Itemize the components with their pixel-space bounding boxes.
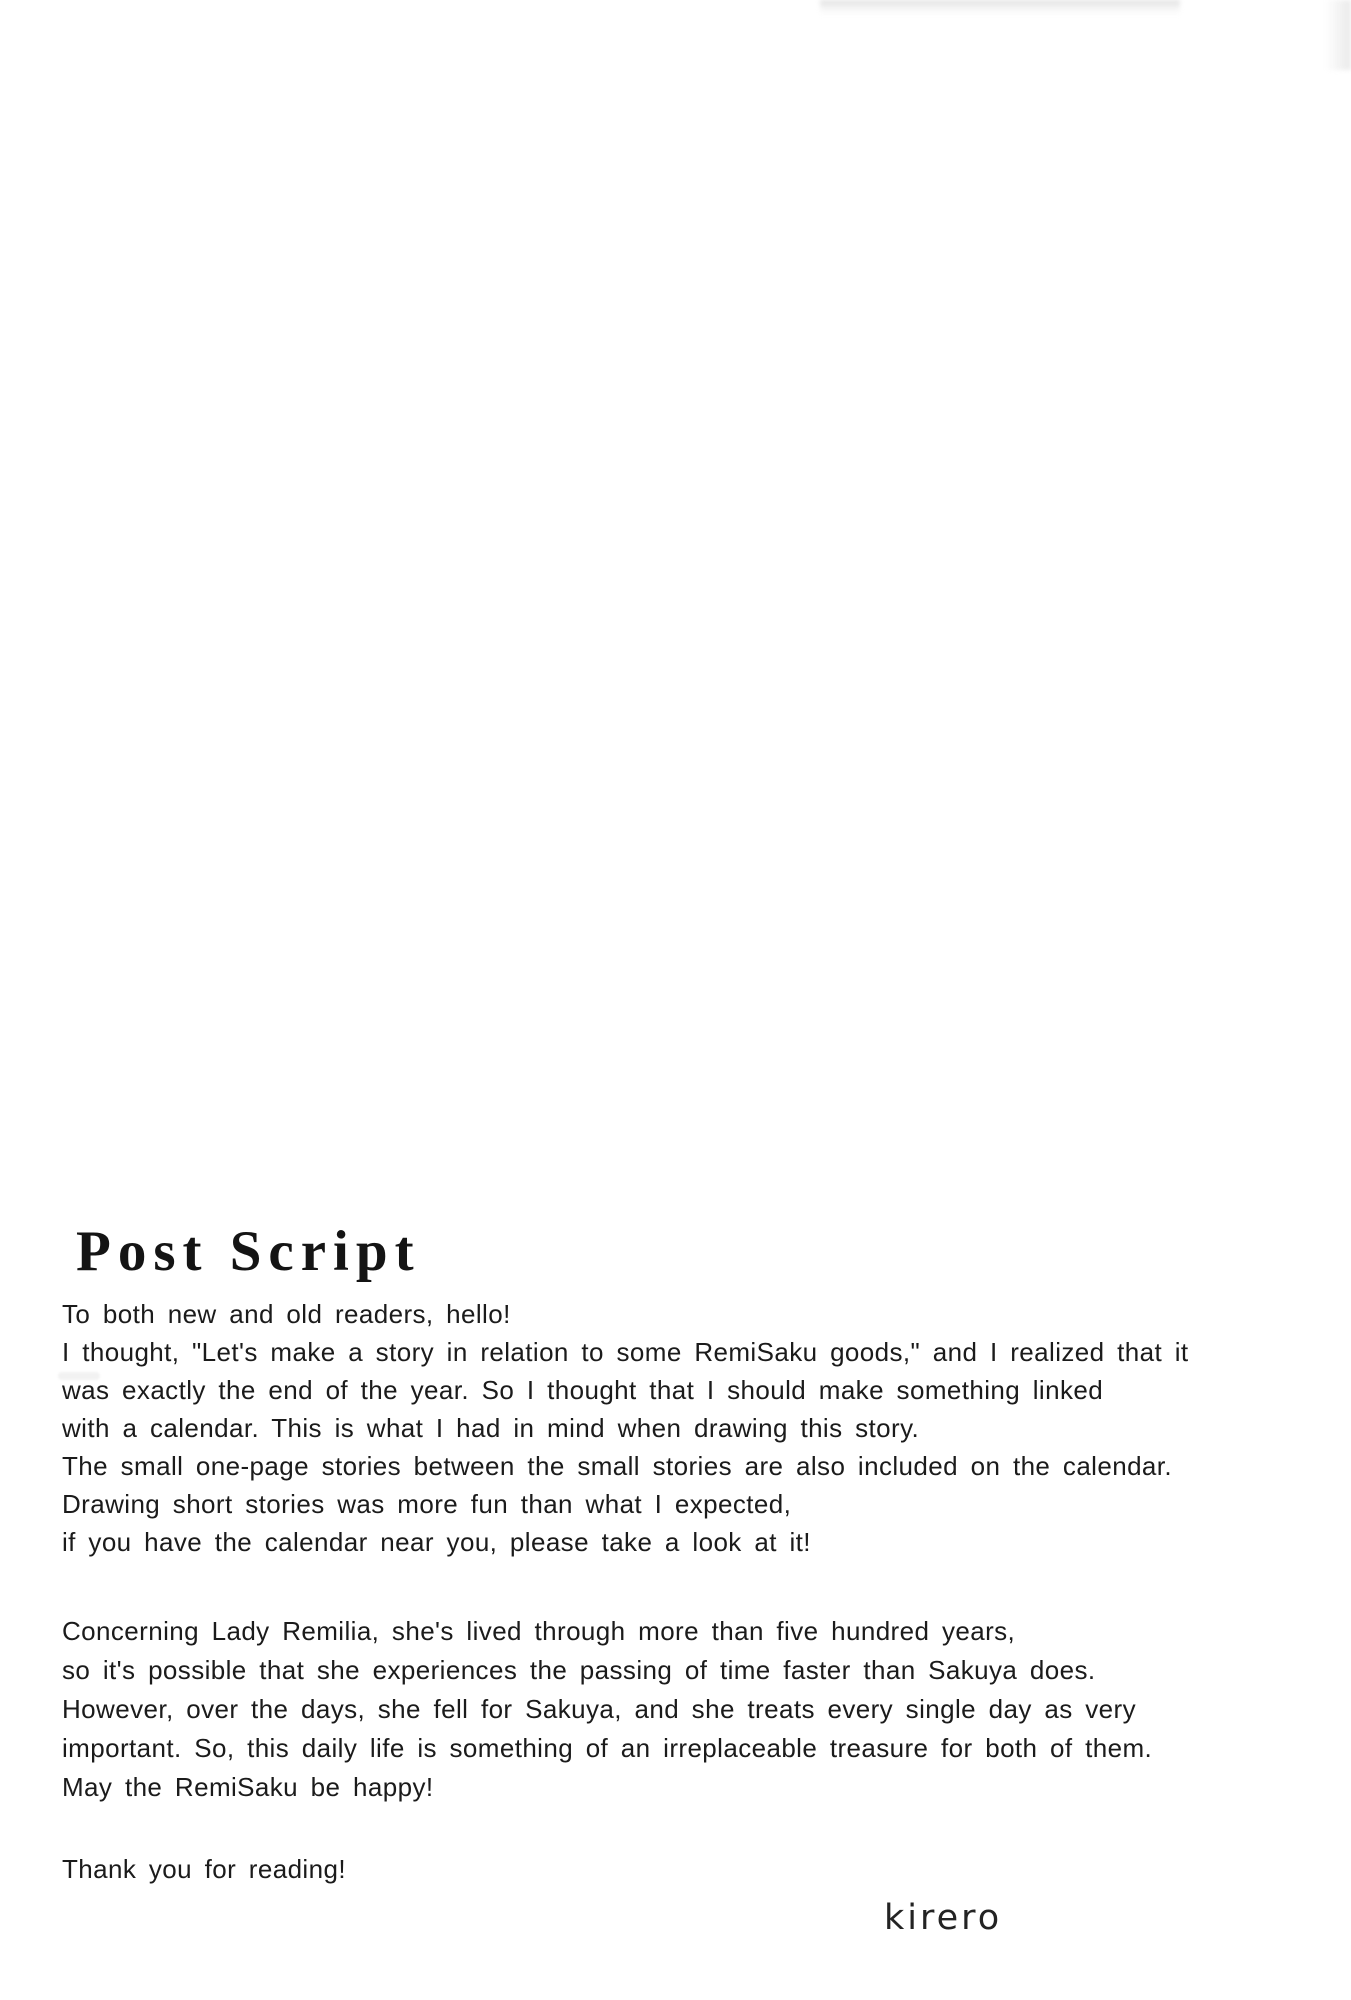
text-line: Concerning Lady Remilia, she's lived through more than five hundred years, [62, 1616, 1016, 1646]
page-title: Post Script [76, 1220, 421, 1283]
text-line: so it's possible that she experiences the passing of time faster than Sakuya does. [62, 1655, 1096, 1685]
text-line: I thought, "Let's make a story in relation to some RemiSaku goods," and I realized that it [62, 1337, 1189, 1367]
text-line: May the RemiSaku be happy! [62, 1772, 434, 1802]
text-line: with a calendar. This is what I had in mind when drawing this story. [62, 1413, 920, 1443]
paragraph-intro [62, 1295, 1302, 1561]
scan-noise-top [820, 0, 1180, 16]
scan-noise-corner [1325, 0, 1351, 70]
postscript-content [62, 1218, 1302, 1888]
text-line: important. So, this daily life is something of an irreplaceable treasure for both of them. [62, 1733, 1153, 1763]
text-line: However, over the days, she fell for Sakuya, and she treats every single day as very [62, 1694, 1136, 1724]
text-line: was exactly the end of the year. So I thought that I should make something linked [62, 1375, 1104, 1405]
paragraph-remilia [62, 1612, 1302, 1807]
text-line: The small one-page stories between the small stories are also included on the calendar. [62, 1451, 1173, 1481]
paragraph-thanks [62, 1850, 1302, 1888]
text-line: Thank you for reading! [62, 1854, 346, 1884]
author-signature: kirero [884, 1898, 1003, 1938]
text-line: Drawing short stories was more fun than what I expected, [62, 1489, 792, 1519]
text-line: if you have the calendar near you, please take a look at it! [62, 1527, 811, 1557]
text-line: To both new and old readers, hello! [62, 1299, 511, 1329]
